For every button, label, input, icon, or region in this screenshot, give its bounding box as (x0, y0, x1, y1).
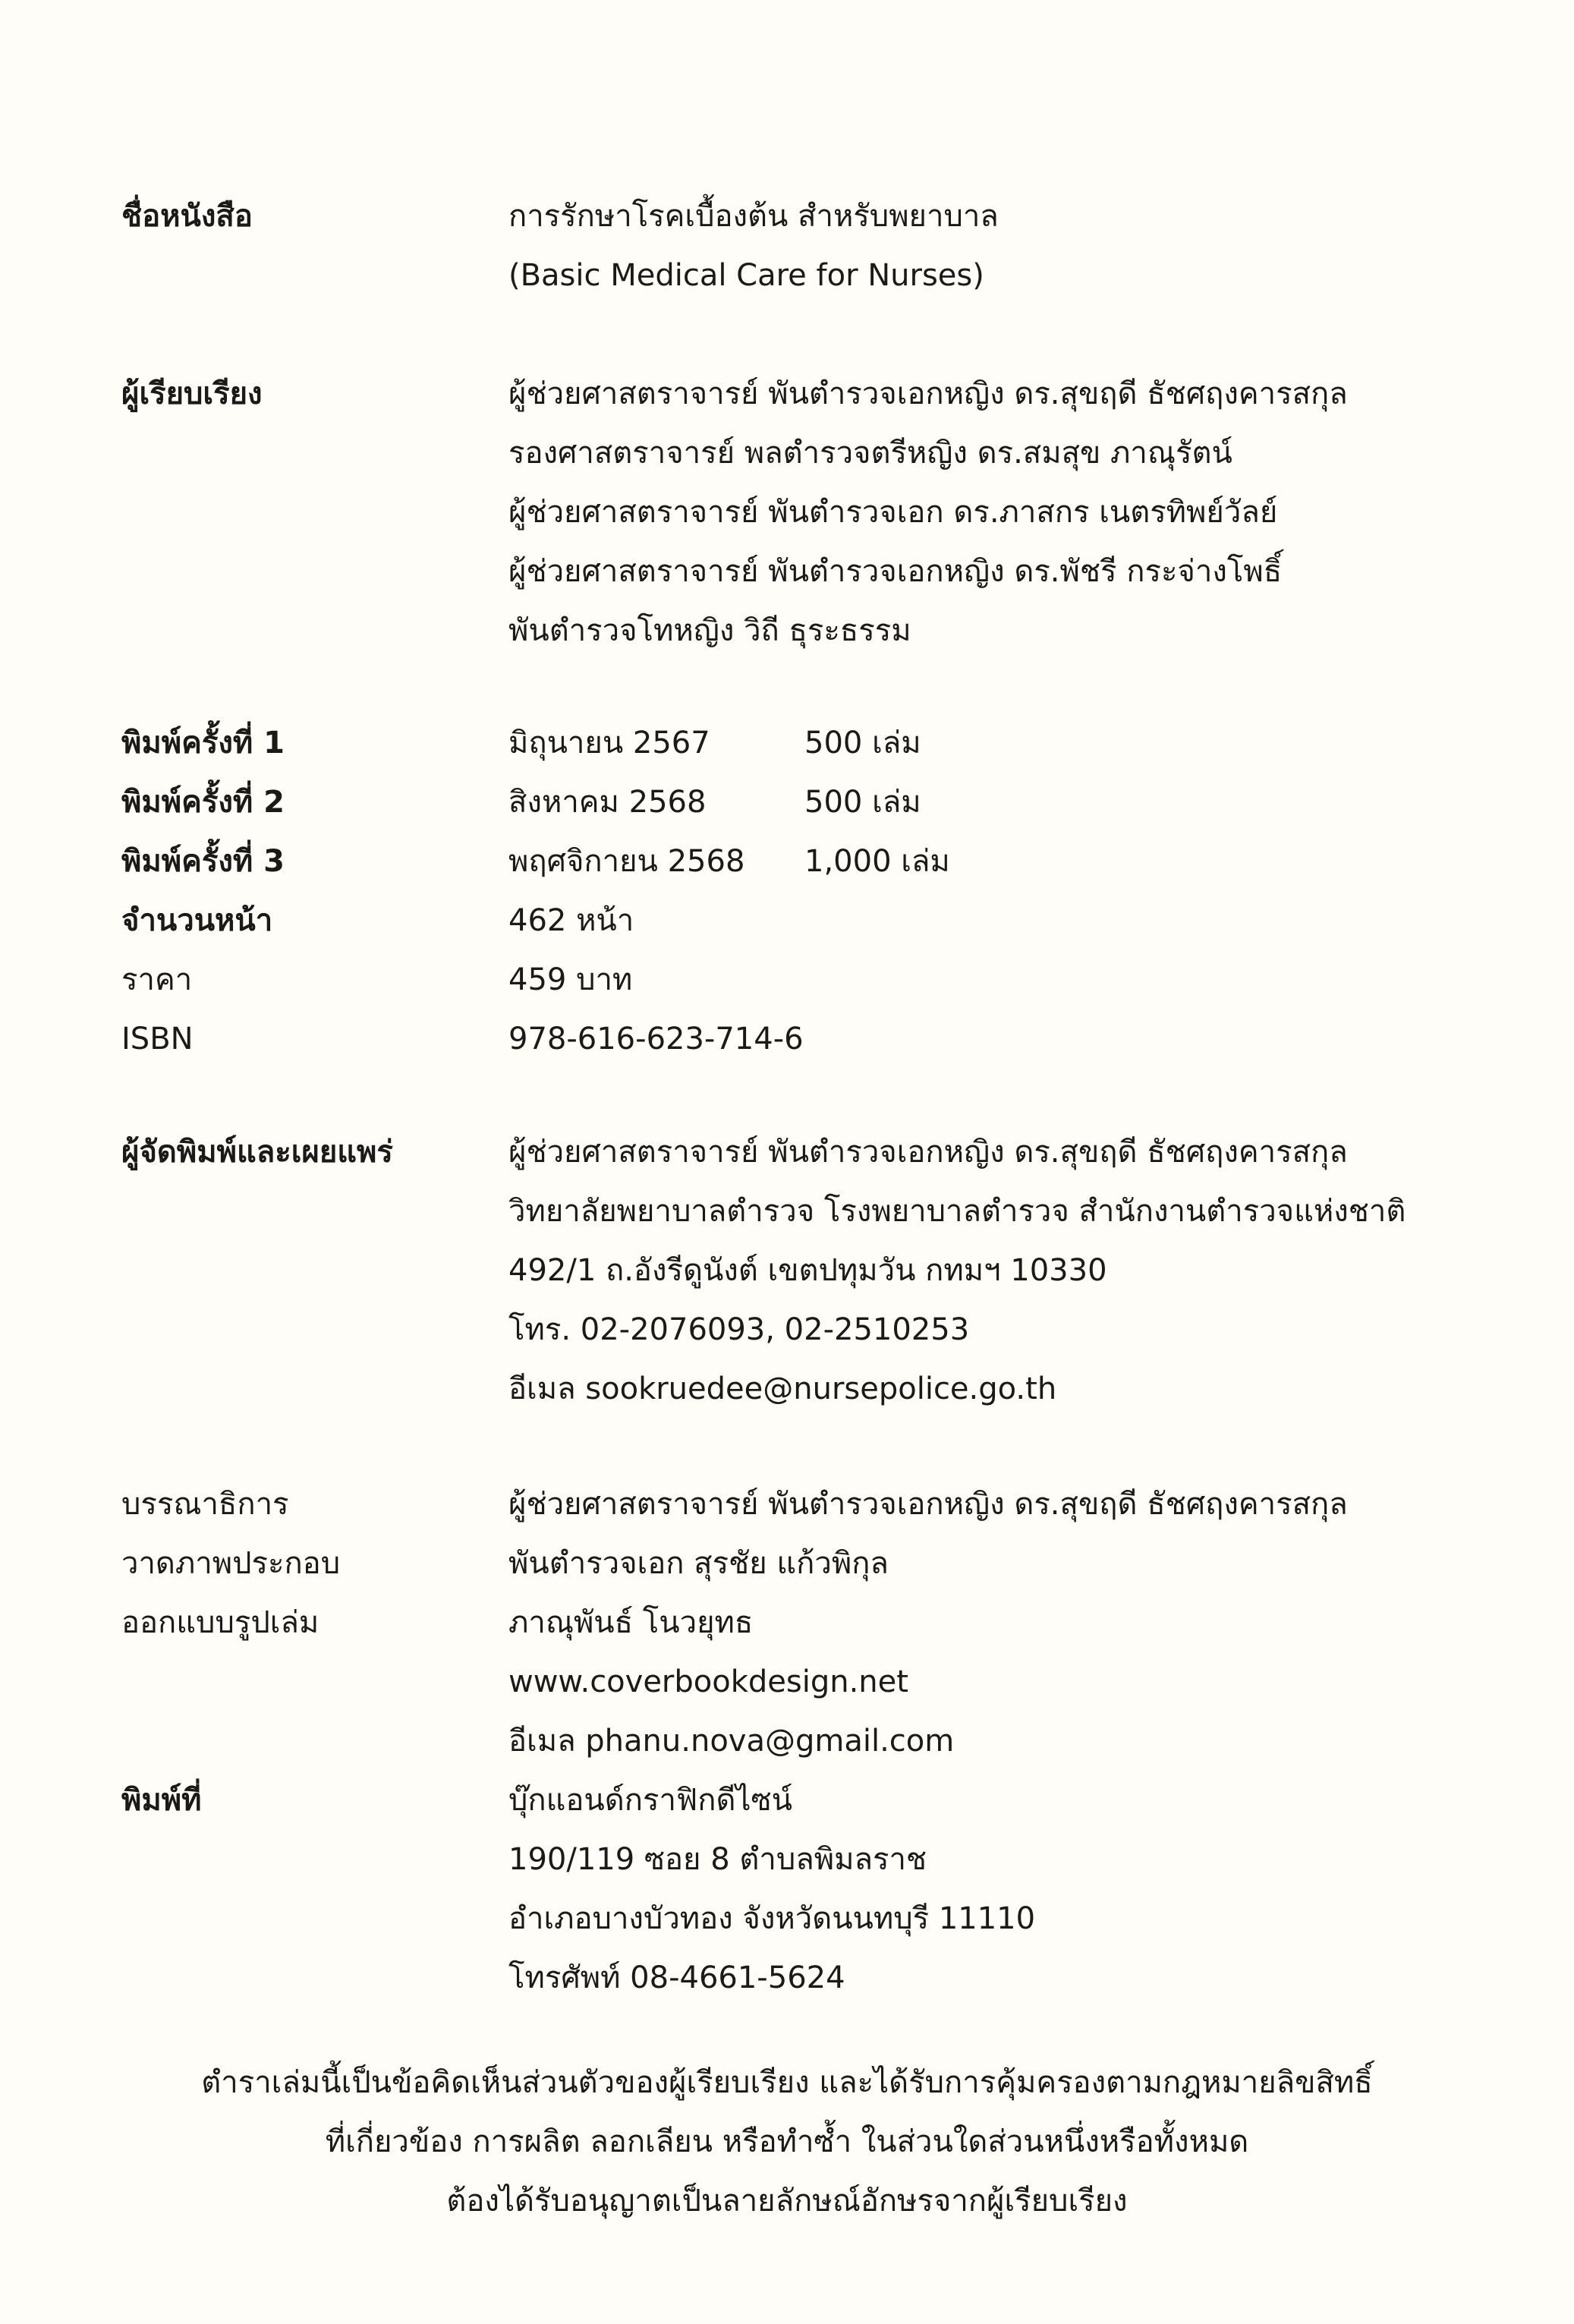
publisher-name: ผู้ช่วยศาสตราจารย์ พันตำรวจเอกหญิง ดร.สุขฤดี ธัชศฤงคารสกุล (508, 1135, 1348, 1170)
designer-email-row (0, 1712, 1574, 1771)
isbn-label: ISBN (121, 1022, 194, 1057)
print-edition-label: พิมพ์ครั้งที่ 1 (121, 726, 285, 760)
designer-name: ภาณุพันธ์ โนวยุทธ (508, 1605, 754, 1640)
price-row (0, 950, 1574, 1009)
copyright-line: ต้องได้รับอนุญาตเป็นลายลักษณ์อักษรจากผู้เรียบเรียง (446, 2184, 1128, 2219)
illustrator-row (0, 1534, 1574, 1593)
printer-name: บุ๊กแอนด์กราฟิกดีไซน์ (508, 1783, 793, 1818)
publisher-row (0, 1182, 1574, 1241)
print-copies: 500 เล่ม (804, 726, 921, 760)
publisher-row (0, 1123, 1574, 1182)
book-title-thai: การรักษาโรคเบื้องต้น สำหรับพยาบาล (508, 199, 999, 234)
compiler-name: ผู้ช่วยศาสตราจารย์ พันตำรวจเอก ดร.ภาสกร เนตรทิพย์วัลย์ (508, 495, 1278, 530)
print-edition-label: พิมพ์ครั้งที่ 2 (121, 785, 285, 820)
isbn-value: 978-616-623-714-6 (508, 1022, 804, 1057)
price-value: 459 บาท (508, 962, 633, 997)
publisher-label: ผู้จัดพิมพ์และเผยแพร่ (121, 1135, 393, 1170)
compilers-label: ผู้เรียบเรียง (121, 376, 263, 411)
printer-row (0, 1830, 1574, 1889)
compilers-section (0, 364, 1574, 660)
print-copies: 1,000 เล่ม (804, 844, 950, 879)
illustrator-label: วาดภาพประกอบ (121, 1546, 341, 1581)
page-count-row (0, 891, 1574, 950)
compiler-name: ผู้ช่วยศาสตราจารย์ พันตำรวจเอกหญิง ดร.สุขฤดี ธัชศฤงคารสกุล (508, 376, 1348, 411)
designer-website-row (0, 1652, 1574, 1712)
printer-address: 190/119 ซอย 8 ตำบลพิมลราช (508, 1842, 927, 1877)
editor-section (0, 1475, 1574, 1771)
print-date: สิงหาคม 2568 (508, 785, 707, 820)
publisher-row (0, 1300, 1574, 1359)
compiler-row (0, 542, 1574, 601)
printer-row (0, 1948, 1574, 2008)
print-row (0, 713, 1574, 773)
copyright-notice (0, 2053, 1574, 2231)
compiler-name: ผู้ช่วยศาสตราจารย์ พันตำรวจเอกหญิง ดร.พัชรี กระจ่างโพธิ์ (508, 554, 1283, 589)
print-row (0, 832, 1574, 891)
print-date: มิถุนายน 2567 (508, 726, 710, 760)
compiler-row (0, 483, 1574, 542)
designer-label: ออกแบบรูปเล่ม (121, 1605, 320, 1640)
compiler-name: พันตำรวจโทหญิง วิถี ธุระธรรม (508, 613, 911, 648)
publisher-row (0, 1241, 1574, 1300)
print-copies: 500 เล่ม (804, 785, 921, 820)
title-label: ชื่อหนังสือ (121, 199, 253, 234)
price-label: ราคา (121, 962, 193, 997)
isbn-row (0, 1009, 1574, 1069)
printer-phone: โทรศัพท์ 08-4661-5624 (508, 1960, 845, 1995)
title-section (0, 187, 1574, 305)
publisher-address: 492/1 ถ.อังรีดูนังต์ เขตปทุมวัน กทมฯ 10330 (508, 1253, 1107, 1288)
publisher-row (0, 1359, 1574, 1419)
printer-row (0, 1771, 1574, 1830)
publisher-email: อีเมล sookruedee@nursepolice.go.th (508, 1371, 1057, 1406)
title-row-en (0, 246, 1574, 305)
compiler-row (0, 364, 1574, 424)
compiler-name: รองศาสตราจารย์ พลตำรวจตรีหญิง ดร.สมสุข ภาณุรัตน์ (508, 436, 1232, 471)
designer-email: อีเมล phanu.nova@gmail.com (508, 1724, 955, 1759)
page-count-value: 462 หน้า (508, 903, 634, 938)
publisher-phone: โทร. 02-2076093, 02-2510253 (508, 1312, 970, 1347)
editor-row (0, 1475, 1574, 1534)
publication-details (0, 713, 1574, 1069)
copyright-line: ที่เกี่ยวข้อง การผลิต ลอกเลียน หรือทำซ้ำ ในส่วนใดส่วนหนึ่งหรือทั้งหมด (325, 2124, 1249, 2159)
designer-row (0, 1593, 1574, 1652)
print-edition-label: พิมพ์ครั้งที่ 3 (121, 844, 285, 879)
printer-address: อำเภอบางบัวทอง จังหวัดนนทบุรี 11110 (508, 1901, 1036, 1936)
illustrator-name: พันตำรวจเอก สุรชัย แก้วพิกุล (508, 1546, 889, 1581)
printer-label: พิมพ์ที่ (121, 1783, 202, 1818)
page-count-label: จำนวนหน้า (121, 903, 273, 938)
copyright-line: ตำราเล่มนี้เป็นข้อคิดเห็นส่วนตัวของผู้เรียบเรียง และได้รับการคุ้มครองตามกฎหมายลิขสิทธิ์ (201, 2065, 1373, 2100)
publisher-organization: วิทยาลัยพยาบาลตำรวจ โรงพยาบาลตำรวจ สำนักงานตำรวจแห่งชาติ (508, 1194, 1406, 1229)
editor-label: บรรณาธิการ (121, 1487, 289, 1522)
printer-row (0, 1889, 1574, 1948)
compiler-row (0, 424, 1574, 483)
printer-section (0, 1771, 1574, 2008)
print-row (0, 773, 1574, 832)
print-date: พฤศจิกายน 2568 (508, 844, 745, 879)
book-title-english: (Basic Medical Care for Nurses) (508, 258, 984, 293)
publisher-section (0, 1123, 1574, 1419)
title-row (0, 187, 1574, 246)
compiler-row (0, 601, 1574, 660)
editor-name: ผู้ช่วยศาสตราจารย์ พันตำรวจเอกหญิง ดร.สุขฤดี ธัชศฤงคารสกุล (508, 1487, 1348, 1522)
designer-website: www.coverbookdesign.net (508, 1664, 908, 1699)
